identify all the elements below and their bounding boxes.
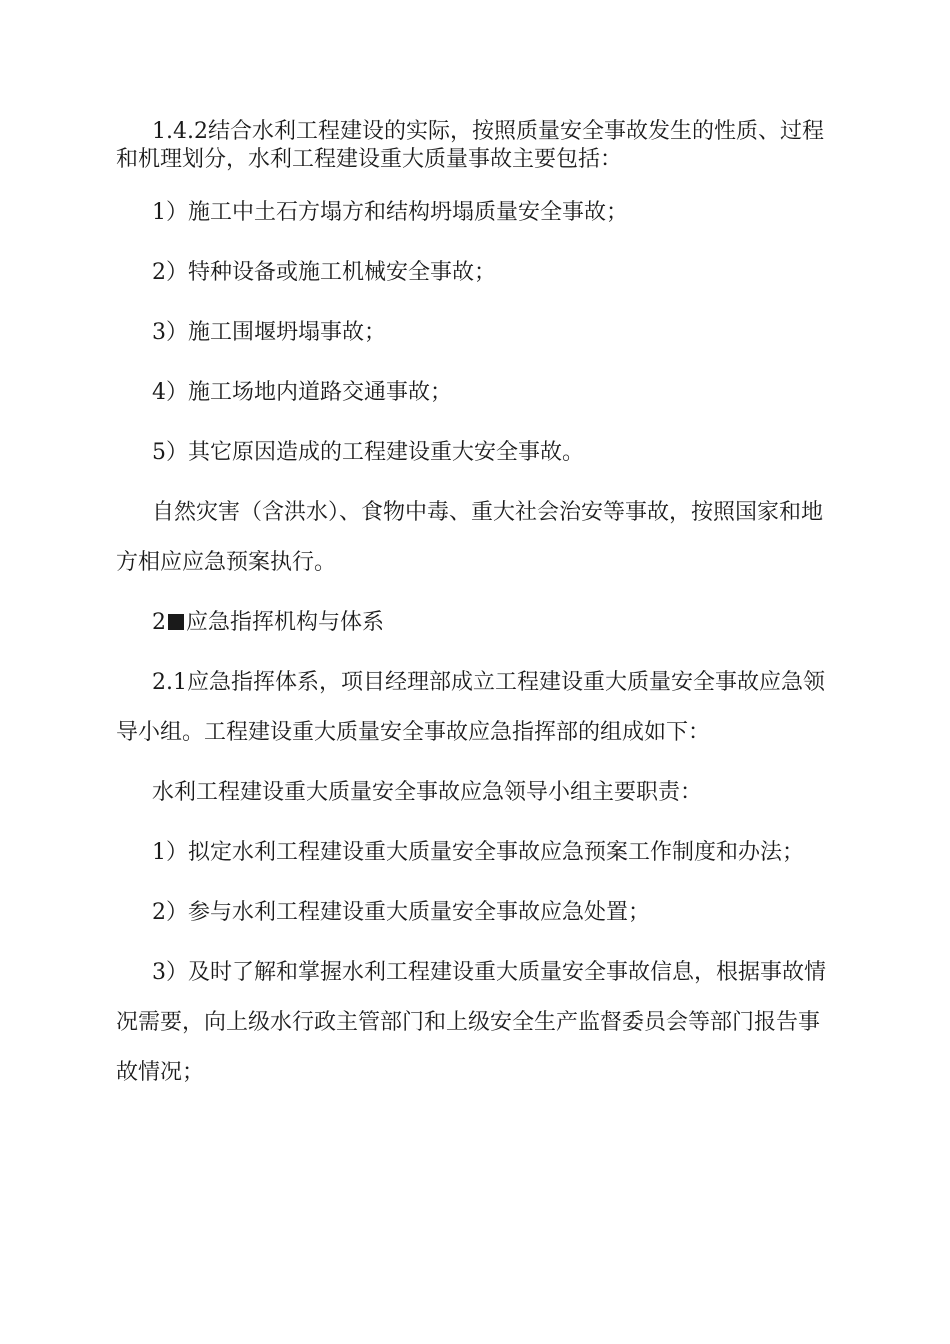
list-item-2: 2）特种设备或施工机械安全事故； (152, 260, 496, 285)
duty-item-1: 1）拟定水利工程建设重大质量安全事故应急预案工作制度和办法； (152, 840, 804, 865)
list-item-3: 3）施工围堰坍塌事故； (152, 320, 386, 345)
duty-item-2: 2）参与水利工程建设重大质量安全事故应急处置； (152, 900, 650, 925)
paragraph-1-4-2: 1.4.2结合水利工程建设的实际，按照质量安全事故发生的性质、过程和机理划分，水利工程建设重大质量事故主要包括： (116, 119, 824, 172)
paragraph-natural-disaster: 自然灾害（含洪水）、食物中毒、重大社会治安等事故，按照国家和地方相应应急预案执行。 (116, 500, 824, 575)
list-item-1: 1）施工中土石方塌方和结构坍塌质量安全事故； (152, 200, 628, 225)
list-item-5: 5）其它原因造成的工程建设重大安全事故。 (152, 440, 584, 465)
section-title: 应急指挥机构与体系 (186, 610, 385, 635)
section-number: 2 (152, 610, 166, 635)
section-heading-2 (116, 598, 836, 648)
duty-item-3: 3）及时了解和掌握水利工程建设重大质量安全事故信息，根据事故情况需要，向上级水行政主管部门和上级安全生产监督委员会等部门报告事故情况； (116, 960, 826, 1085)
list-item-4: 4）施工场地内道路交通事故； (152, 380, 452, 405)
paragraph-duties-heading: 水利工程建设重大质量安全事故应急领导小组主要职责： (152, 780, 703, 805)
square-bullet-icon (168, 614, 184, 630)
paragraph-2-1: 2.1应急指挥体系，项目经理部成立工程建设重大质量安全事故应急领导小组。工程建设重大质量安全事故应急指挥部的组成如下： (116, 670, 825, 745)
